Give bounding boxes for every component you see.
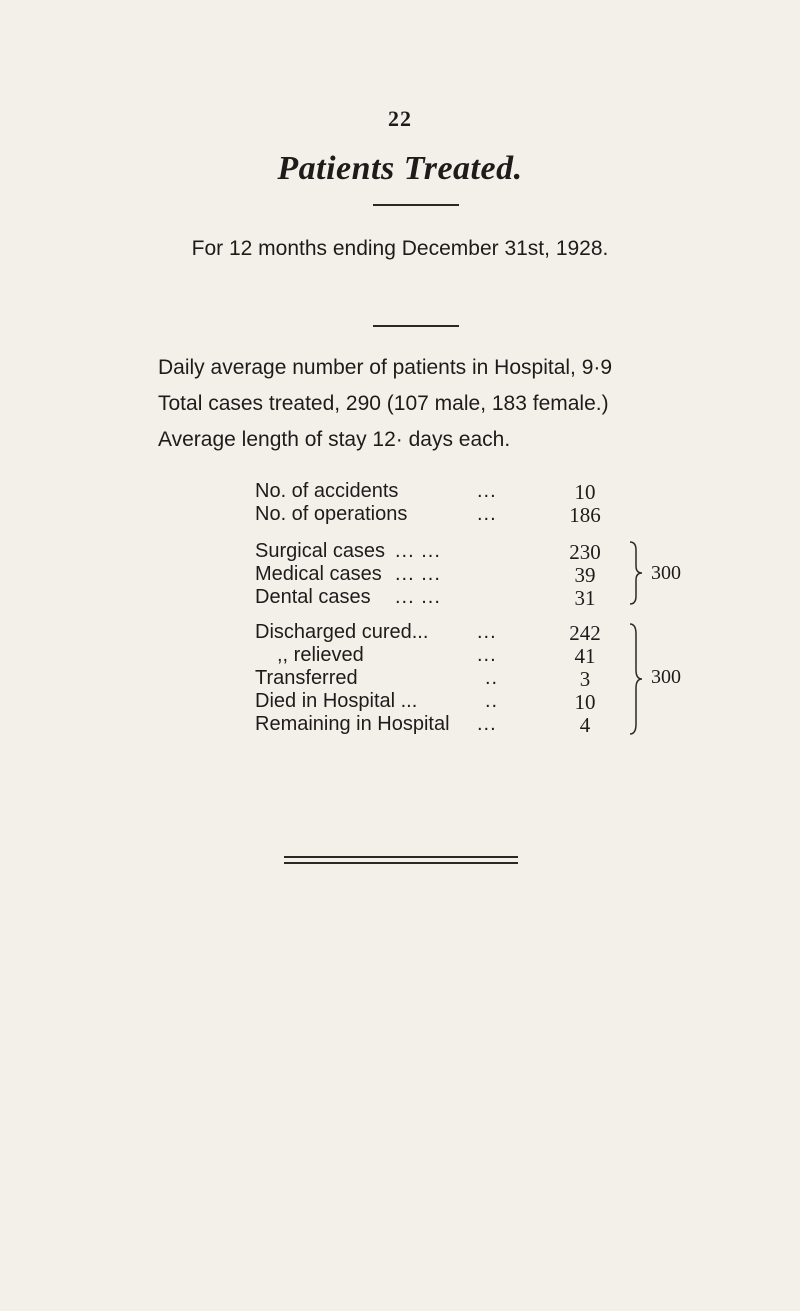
row-label: Medical cases (255, 563, 382, 585)
total-cases-line: Total cases treated, 290 (107 male, 183 female.) (158, 392, 609, 415)
leader-dots: ... (477, 480, 497, 502)
row-label: Discharged cured... (255, 621, 429, 643)
row-label: Dental cases (255, 586, 371, 608)
leader-dots: ... (477, 713, 497, 735)
closing-rule-top (284, 856, 518, 858)
group-total: 300 (651, 666, 681, 688)
leader-dots: .. (485, 667, 499, 689)
leader-dots: ... ... (395, 586, 441, 608)
leader-dots: .. (485, 690, 499, 712)
leader-dots: ... (477, 644, 497, 666)
row-value: 10 (574, 480, 596, 504)
row-label: Transferred (255, 667, 358, 689)
group-brace-icon (628, 540, 644, 606)
title-divider (373, 204, 459, 206)
row-value: 31 (574, 586, 596, 610)
row-value: 39 (574, 563, 596, 587)
row-value: 242 (569, 621, 601, 645)
leader-dots: ... (477, 621, 497, 643)
daily-average-line: Daily average number of patients in Hospital, 9·9 (158, 356, 613, 379)
row-label: ,, relieved (277, 644, 364, 666)
row-value: 186 (569, 503, 601, 527)
row-label: No. of operations (255, 503, 408, 525)
page-title: Patients Treated. (277, 150, 523, 187)
leader-dots: ... ... (395, 540, 441, 562)
closing-rule-bottom (284, 862, 518, 864)
group-total: 300 (651, 562, 681, 584)
row-value: 41 (574, 644, 596, 668)
leader-dots: ... ... (395, 563, 441, 585)
average-stay-line: Average length of stay 12· days each. (158, 428, 511, 451)
row-value: 230 (569, 540, 601, 564)
row-label: Died in Hospital ... (255, 690, 418, 712)
leader-dots: ... (477, 503, 497, 525)
page-number: 22 (388, 106, 412, 131)
row-value: 10 (574, 690, 596, 714)
group-brace-icon (628, 622, 644, 736)
period-heading: For 12 months ending December 31st, 1928. (191, 237, 609, 260)
row-label: Remaining in Hospital (255, 713, 450, 735)
row-label: Surgical cases (255, 540, 386, 562)
row-label: No. of accidents (255, 480, 399, 502)
row-value: 4 (579, 713, 591, 737)
period-divider (373, 325, 459, 327)
row-value: 3 (579, 667, 591, 691)
